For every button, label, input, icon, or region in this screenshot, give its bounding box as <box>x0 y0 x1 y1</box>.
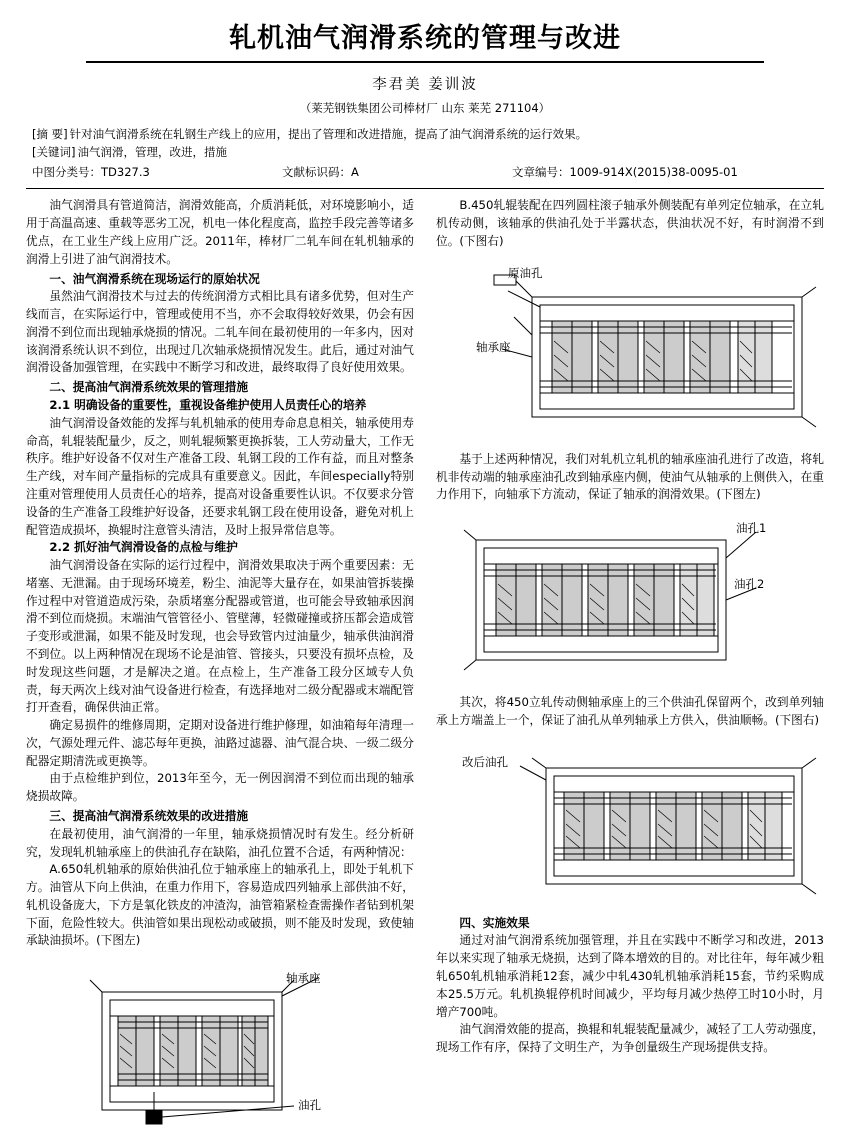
header-divider <box>26 188 824 189</box>
paragraph: A.650轧机轴承的原始供油孔位于轴承座上的轴承孔上，即处于轧机下方。油管从下向上供油，在重力作用下，容易造成四列轴承上部供油不好，轧机设备庞大，下方是氧化铁皮的冲渣沟，油管箱紧检查需操作者钻到机架下面，危险性较大。供油管如果出现松动或破损，则不能及时发现，致使轴承缺油损坏。(下图左) <box>26 862 414 948</box>
keywords-line <box>32 144 818 162</box>
figure-label-bearing-seat: 轴承座 <box>286 971 321 986</box>
left-column <box>26 197 414 1130</box>
right-column <box>436 197 824 1130</box>
abstract-text: 针对油气润滑系统在轧钢生产线上的应用，提出了管理和改进措施，提高了油气润滑系统的运行效果。 <box>69 127 588 141</box>
figure-label-bearing-seat: 轴承座 <box>476 339 511 354</box>
metadata-block <box>26 126 824 181</box>
abstract-label: [摘 要] <box>32 127 68 141</box>
article-id-value: 1009-914X(2015)38-0095-01 <box>569 164 738 179</box>
figure-label-improved-oil-hole: 改后油孔 <box>462 754 508 769</box>
figure-650-original-drawing <box>50 956 390 1126</box>
article-id-cell <box>512 164 818 182</box>
doc-code-value: A <box>351 164 359 179</box>
paragraph: 油气润滑效能的提高，换辊和轧辊装配量减少，减轻了工人劳动强度，现场工作有序，保持了文明生产，为争创量级生产现场提供支持。 <box>436 1022 824 1055</box>
figure-450-improved <box>436 736 824 911</box>
codes-row <box>32 164 818 182</box>
keywords-text: 油气润滑，管理，改进，措施 <box>77 144 227 159</box>
clc-value: TD327.3 <box>101 164 150 179</box>
section-heading-3: 三、提高油气润滑系统效果的改进措施 <box>49 809 249 823</box>
subsection-heading-2-1: 2.1 明确设备的重要性，重视设备维护使用人员责任心的培养 <box>49 398 367 413</box>
figure-650-original <box>50 956 390 1126</box>
paragraph: 油气润滑设备效能的发挥与轧机轴承的使用寿命息息相关，轴承使用寿命高，轧辊装配量少，反之，则轧辊频繁更换拆装，工人劳动量大，工作无秩序。维护好设备不仅对生产准备工段、轧钢工段的工作有益，而且对整条生产线，对车间产量指标的完成具有重要意义。因此，车间especially特别注重对管理使用人员责任心的培养，提高对设备重要性认识。不仅要求分管设备的生产准备工段维护好设备，还要求轧钢工段在使用设备，避免对机上配管造成损坏，换辊时注意管头清洁，及时上报异常信息等。 <box>26 415 414 537</box>
section-heading-2: 二、提高油气润滑系统效果的管理措施 <box>49 380 249 395</box>
figure-label-oil-hole: 油孔 <box>298 1098 321 1113</box>
section-heading-4: 四、实施效果 <box>459 915 530 930</box>
authors: 李君美 姜训波 <box>372 77 478 93</box>
paragraph: 油气润滑具有管道简洁，润滑效能高，介质消耗低，对环境影响小，适用于高温高速、重载等恶劣工况，机电一体化程度高，监控手段完善等诸多优点，在工业生产线上应用广泛。2011年，棒材厂二轧车间在轧机轴承的润滑上引进了油气润滑技术。 <box>26 198 414 266</box>
article-id-label: 文章编号： <box>512 164 570 179</box>
paragraph: 虽然油气润滑技术与过去的传统润滑方式相比具有诸多优势，但对生产线而言，在实际运行中，管理或使用不当，亦不会取得较好效果，仍会有因润滑不到位而出现轴承烧损的情况。二轧车间在最初使用的一年多内，因对该润滑系统认识不到位，出现过几次轴承烧损情况发生。此后，通过对油气润滑设备加强管理，在实践中不断学习和改进，最终取得了良好使用效果。 <box>26 289 414 375</box>
abstract-line <box>32 126 818 144</box>
section-heading-1: 一、油气润滑系统在现场运行的原始状况 <box>49 271 260 286</box>
page-title: 轧机油气润滑系统的管理与改进 <box>229 23 621 54</box>
keywords-label: [关键词] <box>32 144 76 159</box>
paragraph: 油气润滑设备在实际的运行过程中，润滑效果取决于两个重要因素：无堵塞、无泄漏。由于现场环境差，粉尘、油泥等大量存在，如果油管拆装操作过程中对管道造成污染，杂质堵塞分配器或管道，也可能会导致轴承因润滑不到位而烧损。末端油气管管径小、管壁薄，轻微碰撞或挤压都会造成管子变形或泄漏，如果不能及时发现，也会导致管内过油量少，轴承供油润滑不到位。以上两种情况在现场不论是油管、管接头，只要没有损坏点检，及时发现这些问题，才是解决之道。在点检上，生产准备工段分区域专人负责，每天两次上线对油气设备进行检查，有选择地对二级分配器或末端配管打开查看，确保供油正常。 <box>26 558 414 715</box>
clc-cell <box>32 164 282 182</box>
figure-650-improved <box>436 510 824 690</box>
clc-label: 中图分类号： <box>32 164 101 179</box>
figure-450-original <box>436 257 824 447</box>
two-column-body <box>26 197 824 1130</box>
doc-code-cell <box>282 164 512 182</box>
paragraph: 在最初使用，油气润滑的一年里，轴承烧损情况时有发生。经分析研究，发现轧机轴承座上的供油孔存在缺陷，油孔位置不合适，有两种情况： <box>26 826 414 859</box>
doc-code-label: 文献标识码： <box>282 164 351 179</box>
title-divider <box>86 61 764 63</box>
subsection-heading-2-2: 2.2 抓好油气润滑设备的点检与维护 <box>49 540 238 555</box>
paragraph: 通过对油气润滑系统加强管理，并且在实践中不断学习和改进，2013年以来实现了轴承无烧损，达到了降本增效的目的。对比往年，每年减少粗轧650轧机轴承消耗12套，减少中轧430轧机轴承消耗15套，节约采购成本25.5万元。轧机换辊停机时间减少，平均每月减少热停工时10小时，月增产700吨。 <box>436 933 824 1019</box>
figure-label-oil-hole-1: 油孔1 <box>736 521 767 536</box>
paragraph: 基于上述两种情况，我们对轧机立轧机的轴承座油孔进行了改造，将轧机非传动端的轴承座油孔改到轴承座内侧，使油气从轴承的上侧供入，在重力作用下，向轴承下方流动，保证了轴承的润滑效果。(下图左) <box>436 451 824 502</box>
paragraph: 由于点检维护到位，2013年至今，无一例因润滑不到位而出现的轴承烧损故障。 <box>26 771 414 804</box>
paragraph: 其次，将450立轧传动侧轴承座上的三个供油孔保留两个，改到单列轴承上方端盖上一个，保证了油孔从单列轴承上方供入，供油顺畅。(下图右) <box>436 695 824 727</box>
paragraph: B.450轧辊装配在四列圆柱滚子轴承外侧装配有单列定位轴承，在立轧机传动侧，该轴承的供油孔处于半露状态，供油状况不好，有时润滑不到位。(下图右) <box>436 198 824 248</box>
figure-label-original-oil-hole: 原油孔 <box>508 265 543 280</box>
paragraph: 确定易损件的维修周期，定期对设备进行维护修理，如油箱每年清理一次，气源处理元件、滤芯每年更换，油路过滤器、油气混合块、一级二级分配器定期清洗或更换等。 <box>26 718 414 768</box>
figure-label-oil-hole-2: 油孔2 <box>734 577 765 592</box>
affiliation: （莱芜钢铁集团公司棒材厂 山东 莱芜 271104） <box>299 101 551 115</box>
